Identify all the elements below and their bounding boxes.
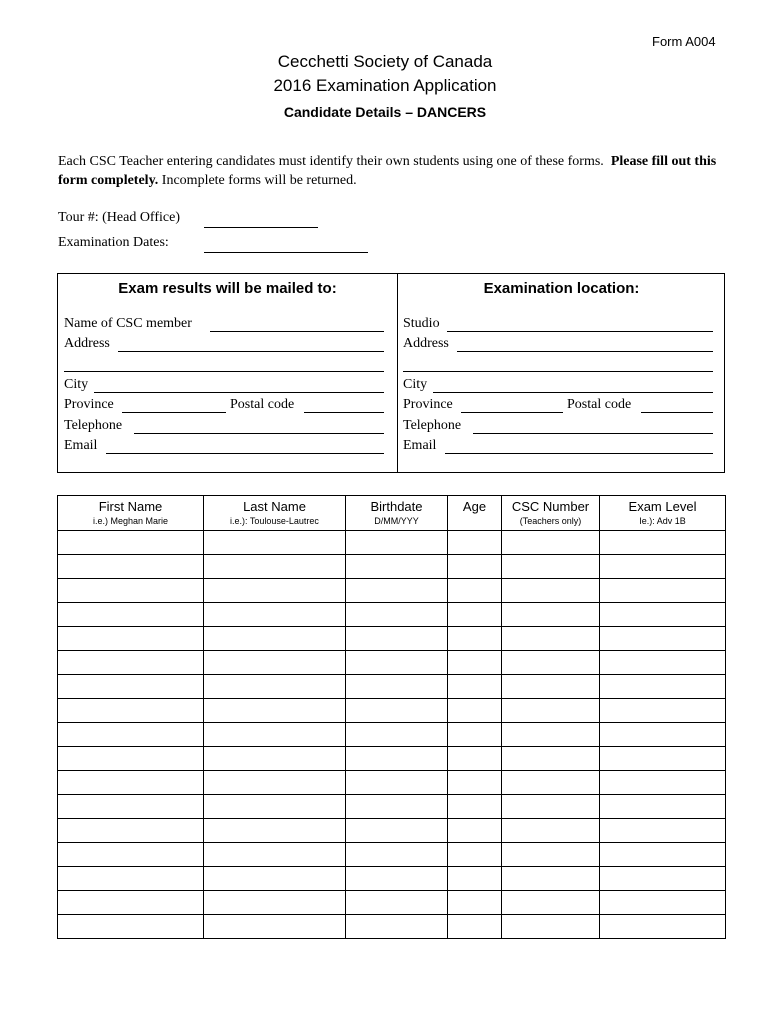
mail-province-label: Province (64, 397, 114, 412)
table-cell[interactable] (502, 531, 600, 555)
location-telephone-field[interactable] (403, 418, 713, 437)
table-cell[interactable] (600, 723, 726, 747)
table-cell[interactable] (448, 603, 502, 627)
table-cell[interactable] (600, 915, 726, 939)
table-row (58, 555, 726, 579)
table-header-row (58, 496, 726, 531)
table-cell[interactable] (204, 627, 346, 651)
table-cell[interactable] (448, 555, 502, 579)
form-code: Form A004 (652, 34, 716, 49)
table-cell[interactable] (58, 819, 204, 843)
table-row (58, 723, 726, 747)
table-cell[interactable] (502, 747, 600, 771)
table-cell[interactable] (204, 531, 346, 555)
location-city-line (433, 392, 713, 393)
table-cell[interactable] (346, 819, 448, 843)
mail-email-label: Email (64, 438, 98, 453)
mail-address-line-2[interactable] (64, 356, 384, 375)
table-cell[interactable] (58, 795, 204, 819)
table-cell[interactable] (346, 915, 448, 939)
table-cell[interactable] (204, 579, 346, 603)
table-cell[interactable] (502, 603, 600, 627)
table-row (58, 603, 726, 627)
location-address-field[interactable] (403, 336, 713, 355)
table-cell[interactable] (204, 843, 346, 867)
table-cell[interactable] (204, 771, 346, 795)
mail-name-label: Name of CSC member (64, 316, 192, 331)
location-province-line (461, 412, 563, 413)
table-cell[interactable] (600, 795, 726, 819)
table-cell[interactable] (58, 699, 204, 723)
location-email-label: Email (403, 438, 437, 453)
page-title (0, 50, 770, 98)
location-telephone-label: Telephone (403, 418, 462, 433)
table-cell[interactable] (58, 531, 204, 555)
table-row (58, 651, 726, 675)
table-cell[interactable] (346, 723, 448, 747)
table-cell[interactable] (502, 675, 600, 699)
table-row (58, 771, 726, 795)
table-cell[interactable] (346, 651, 448, 675)
mail-telephone-label: Telephone (64, 418, 123, 433)
table-cell[interactable] (58, 555, 204, 579)
table-cell[interactable] (448, 891, 502, 915)
table-row (58, 699, 726, 723)
table-cell[interactable] (448, 915, 502, 939)
instructions-emphasis: Please fill out this form completely. (58, 154, 717, 188)
table-cell[interactable] (448, 579, 502, 603)
table-cell[interactable] (346, 699, 448, 723)
table-cell[interactable] (58, 603, 204, 627)
table-cell[interactable] (448, 819, 502, 843)
contact-divider (397, 274, 398, 472)
table-cell[interactable] (448, 723, 502, 747)
column-csc-number: CSC Number (Teachers only) (502, 496, 600, 531)
tour-input[interactable] (204, 227, 318, 228)
table-row (58, 867, 726, 891)
mail-address-field[interactable] (64, 336, 384, 355)
table-cell[interactable] (448, 531, 502, 555)
table-cell[interactable] (600, 555, 726, 579)
location-address-line (457, 351, 713, 352)
mail-email-field[interactable] (64, 438, 384, 457)
table-cell[interactable] (346, 627, 448, 651)
table-cell[interactable] (346, 771, 448, 795)
table-cell[interactable] (502, 843, 600, 867)
mail-address2-line (64, 371, 384, 372)
mail-postal-line (304, 412, 384, 413)
location-studio-field[interactable] (403, 316, 713, 335)
table-cell[interactable] (58, 891, 204, 915)
table-cell[interactable] (58, 867, 204, 891)
table-cell[interactable] (600, 771, 726, 795)
location-address2-line (403, 371, 713, 372)
table-cell[interactable] (502, 915, 600, 939)
table-cell[interactable] (502, 819, 600, 843)
table-row (58, 843, 726, 867)
table-cell[interactable] (448, 843, 502, 867)
mail-province-line (122, 412, 226, 413)
dates-input[interactable] (204, 252, 368, 253)
table-cell[interactable] (346, 867, 448, 891)
table-cell[interactable] (600, 867, 726, 891)
table-cell[interactable] (502, 867, 600, 891)
table-cell[interactable] (600, 819, 726, 843)
table-cell[interactable] (58, 651, 204, 675)
table-cell[interactable] (600, 843, 726, 867)
table-cell[interactable] (600, 891, 726, 915)
column-first-name: First Name i.e.) Meghan Marie (58, 496, 204, 531)
table-cell[interactable] (204, 795, 346, 819)
table-row (58, 627, 726, 651)
table-cell[interactable] (600, 747, 726, 771)
mail-city-label: City (64, 377, 89, 392)
location-province-label: Province (403, 397, 453, 412)
location-address-line-2[interactable] (403, 356, 713, 375)
location-heading: Examination location: (483, 280, 640, 297)
table-cell[interactable] (204, 555, 346, 579)
table-cell[interactable] (58, 723, 204, 747)
table-cell[interactable] (502, 555, 600, 579)
location-province-field[interactable] (403, 397, 713, 416)
table-cell[interactable] (204, 747, 346, 771)
table-cell[interactable] (600, 699, 726, 723)
mail-telephone-line (134, 433, 384, 434)
table-cell[interactable] (204, 819, 346, 843)
table-cell[interactable] (448, 627, 502, 651)
table-cell[interactable] (600, 627, 726, 651)
mail-city-line (94, 392, 384, 393)
table-cell[interactable] (600, 603, 726, 627)
mail-telephone-field[interactable] (64, 418, 384, 437)
mail-email-line (106, 453, 384, 454)
table-row (58, 579, 726, 603)
dates-label: Examination Dates: (58, 235, 169, 250)
table-cell[interactable] (502, 795, 600, 819)
table-cell[interactable] (502, 579, 600, 603)
mail-city-field[interactable] (64, 377, 384, 396)
table-cell[interactable] (204, 651, 346, 675)
table-row (58, 531, 726, 555)
table-cell[interactable] (58, 627, 204, 651)
table-cell[interactable] (204, 603, 346, 627)
table-cell[interactable] (502, 699, 600, 723)
location-studio-label: Studio (403, 316, 440, 331)
table-row (58, 819, 726, 843)
location-address-label: Address (403, 336, 449, 351)
location-city-field[interactable] (403, 377, 713, 396)
table-cell[interactable] (204, 891, 346, 915)
mail-name-line (210, 331, 384, 332)
location-telephone-line (473, 433, 713, 434)
table-cell[interactable] (448, 795, 502, 819)
table-cell[interactable] (58, 747, 204, 771)
table-cell[interactable] (502, 627, 600, 651)
location-email-line (445, 453, 713, 454)
table-cell[interactable] (448, 699, 502, 723)
mail-heading: Exam results will be mailed to: (118, 280, 337, 297)
table-cell[interactable] (346, 603, 448, 627)
table-cell[interactable] (204, 915, 346, 939)
table-cell[interactable] (58, 579, 204, 603)
table-cell[interactable] (58, 771, 204, 795)
table-cell[interactable] (502, 651, 600, 675)
column-last-name: Last Name i.e.): Toulouse-Lautrec (204, 496, 346, 531)
candidate-table (57, 495, 726, 939)
instructions (58, 152, 728, 190)
column-exam-level: Exam Level Ie.): Adv 1B (600, 496, 726, 531)
table-cell[interactable] (600, 675, 726, 699)
tour-label: Tour #: (Head Office) (58, 210, 180, 225)
table-cell[interactable] (448, 867, 502, 891)
table-cell[interactable] (204, 675, 346, 699)
table-cell[interactable] (58, 915, 204, 939)
table-cell[interactable] (346, 531, 448, 555)
table-cell[interactable] (448, 675, 502, 699)
table-cell[interactable] (502, 723, 600, 747)
table-cell[interactable] (346, 891, 448, 915)
mail-name-field[interactable] (64, 316, 384, 335)
location-postal-label: Postal code (567, 397, 632, 412)
table-cell[interactable] (600, 579, 726, 603)
table-cell[interactable] (448, 651, 502, 675)
tour-row (58, 210, 204, 226)
instructions-text: Each CSC Teacher entering candidates must identify their own students using one of these forms. (58, 154, 604, 169)
table-cell[interactable] (346, 555, 448, 579)
contact-box (57, 273, 725, 473)
candidate-rows (58, 531, 726, 939)
column-birthdate: Birthdate D/MM/YYY (346, 496, 448, 531)
page-subtitle: Candidate Details – DANCERS (283, 104, 487, 120)
table-row (58, 747, 726, 771)
location-city-label: City (403, 377, 428, 392)
dates-row (58, 235, 204, 251)
title-line-1: Cecchetti Society of Canada (277, 52, 493, 71)
table-cell[interactable] (346, 795, 448, 819)
title-line-2: 2016 Examination Application (273, 76, 497, 95)
table-cell[interactable] (346, 675, 448, 699)
table-row (58, 891, 726, 915)
table-cell[interactable] (346, 843, 448, 867)
table-row (58, 675, 726, 699)
instructions-warning: Incomplete forms will be returned. (161, 173, 357, 188)
table-cell[interactable] (502, 771, 600, 795)
mail-postal-label: Postal code (230, 397, 295, 412)
table-cell[interactable] (346, 579, 448, 603)
table-row (58, 795, 726, 819)
table-cell[interactable] (448, 747, 502, 771)
table-cell[interactable] (58, 675, 204, 699)
location-email-field[interactable] (403, 438, 713, 457)
table-cell[interactable] (600, 651, 726, 675)
mail-address-line (118, 351, 384, 352)
table-cell[interactable] (346, 747, 448, 771)
mail-address-label: Address (64, 336, 110, 351)
table-cell[interactable] (204, 699, 346, 723)
mail-province-field[interactable] (64, 397, 384, 416)
table-cell[interactable] (58, 843, 204, 867)
location-studio-line (447, 331, 713, 332)
column-age: Age (448, 496, 502, 531)
table-cell[interactable] (204, 723, 346, 747)
table-cell[interactable] (204, 867, 346, 891)
table-cell[interactable] (448, 771, 502, 795)
table-cell[interactable] (600, 531, 726, 555)
location-postal-line (641, 412, 713, 413)
table-row (58, 915, 726, 939)
table-cell[interactable] (502, 891, 600, 915)
